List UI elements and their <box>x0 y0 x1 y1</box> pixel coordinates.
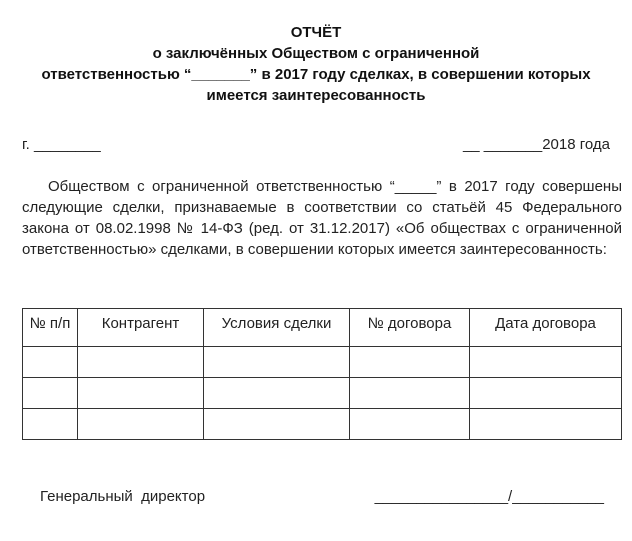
title-line-4: имеется заинтересованность <box>206 87 426 104</box>
table-cell <box>23 378 78 409</box>
table-cell <box>350 378 470 409</box>
table-cell <box>470 347 622 378</box>
signature-label: Генеральный директор <box>40 488 206 505</box>
header-number: № п/п <box>23 309 78 347</box>
table-cell <box>204 347 350 378</box>
body-paragraph: Обществом с ограниченной ответственностью “_____” в 2017 году совершены следующие сделки, признаваемые в соответствии со статьёй 45 Федерального закона от 08.02.1998 № 14-ФЗ (ред. от 31.12.2017) «Об обществах с ограниченной ответственностью» сделками, в совершении которых имеется заинтересованность: <box>22 178 622 258</box>
title-line-2: о заключённых Обществом с ограниченной <box>152 45 480 62</box>
signature-lines: ________________/___________ <box>374 488 604 505</box>
table-row <box>23 347 622 378</box>
header-contract-number: № договора <box>350 309 470 347</box>
title-line-3: ответственностью “_______” в 2017 году сделках, в совершении которых <box>41 66 591 83</box>
title-line-1: ОТЧЁТ <box>290 24 342 41</box>
date-field: __ _______2018 года <box>462 136 610 153</box>
table-row <box>23 409 622 440</box>
table-header-row <box>23 309 622 347</box>
table-cell <box>204 409 350 440</box>
header-contract-date: Дата договора <box>470 309 622 347</box>
header-terms: Условия сделки <box>204 309 350 347</box>
document-title <box>0 22 632 106</box>
table-cell <box>350 347 470 378</box>
table-cell <box>470 409 622 440</box>
table-cell <box>470 378 622 409</box>
table-cell <box>23 347 78 378</box>
deals-table <box>22 308 622 440</box>
header-counterparty: Контрагент <box>78 309 204 347</box>
table-cell <box>23 409 78 440</box>
table-cell <box>78 378 204 409</box>
table-row <box>23 378 622 409</box>
place-field: г. ________ <box>22 136 101 153</box>
table-cell <box>204 378 350 409</box>
table-cell <box>78 409 204 440</box>
table-cell <box>78 347 204 378</box>
table-cell <box>350 409 470 440</box>
